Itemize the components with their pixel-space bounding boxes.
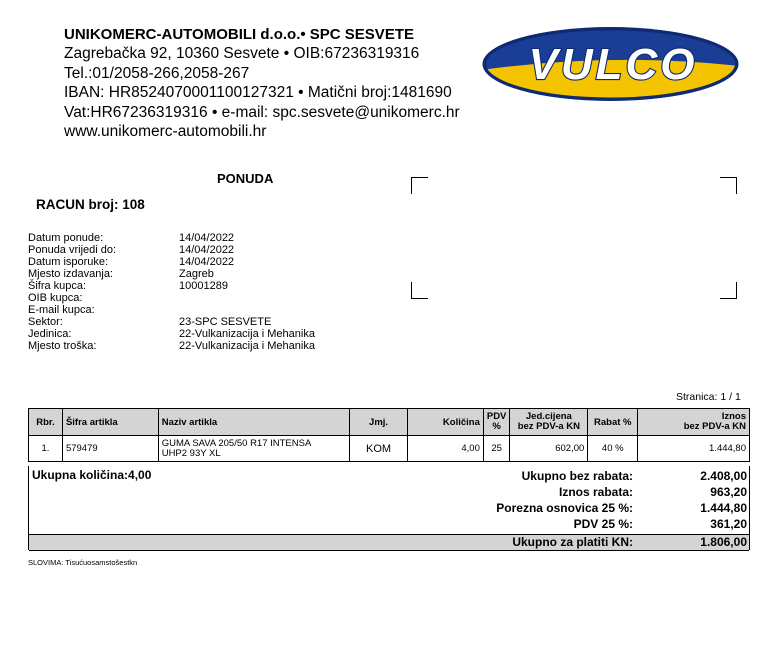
window-corner-top-left — [411, 177, 428, 194]
cell-naziv-line1: GUMA SAVA 205/50 R17 INTENSA — [161, 437, 312, 449]
window-corner-bottom-right — [720, 282, 737, 299]
totals-section — [28, 466, 750, 550]
grand-total-row — [29, 534, 749, 551]
detail-row — [28, 316, 379, 328]
total-quantity: Ukupna količina:4,00 — [32, 468, 152, 482]
detail-row — [28, 268, 379, 280]
offer-details — [28, 232, 379, 352]
detail-value: 14/04/2022 — [179, 232, 235, 244]
total-line — [29, 500, 749, 516]
header-iznos — [638, 409, 750, 436]
vulco-logo-text: VULCO — [528, 40, 698, 89]
header-jed-cijena — [510, 409, 588, 436]
cell-rabat: 40 % — [588, 436, 638, 462]
cell-jed-cijena: 602,00 — [510, 436, 588, 462]
grand-total-value: 1.806,00 — [700, 535, 747, 549]
detail-row — [28, 244, 379, 256]
detail-label: OIB kupca: — [28, 292, 83, 304]
cell-kolicina: 4,00 — [408, 436, 484, 462]
detail-row — [28, 304, 379, 316]
window-corner-bottom-left — [411, 282, 428, 299]
table-header-row — [29, 409, 750, 436]
invoice-label: broj: 108 — [88, 197, 145, 212]
detail-label: E-mail kupca: — [28, 304, 95, 316]
cell-naziv — [158, 436, 349, 462]
detail-row — [28, 280, 379, 292]
invoice-number — [36, 197, 145, 212]
detail-label: Ponuda vrijedi do: — [28, 244, 117, 256]
header-rbr: Rbr. — [29, 409, 63, 436]
cell-pdv: 25 — [483, 436, 510, 462]
header-pdv — [483, 409, 510, 436]
header-jed-line1: Jed.cijena — [525, 411, 572, 422]
document-title: PONUDA — [217, 171, 274, 186]
company-phone: Tel.:01/2058-266,2058-267 — [64, 64, 250, 82]
total-line-value: 1.444,80 — [700, 501, 747, 515]
total-line — [29, 516, 749, 532]
table-row — [29, 436, 750, 462]
company-header — [64, 26, 504, 142]
detail-label: Mjesto izdavanja: — [28, 268, 113, 280]
company-website: www.unikomerc-automobili.hr — [64, 123, 267, 140]
detail-value: 22-Vulkanizacija i Mehanika — [179, 328, 315, 340]
header-naziv: Naziv artikla — [158, 409, 349, 436]
total-line-value: 963,20 — [710, 485, 747, 499]
detail-row — [28, 232, 379, 244]
header-jed-line2: bez PDV-a KN — [517, 421, 580, 432]
detail-value — [179, 292, 379, 304]
page-number: Stranica: 1 / 1 — [676, 391, 741, 403]
total-line-label: Porezna osnovica 25 %: — [496, 501, 633, 515]
cell-sifra: 579479 — [62, 436, 158, 462]
detail-value: 22-Vulkanizacija i Mehanika — [179, 340, 315, 352]
detail-value: 14/04/2022 — [179, 244, 235, 256]
detail-label: Datum ponude: — [28, 232, 104, 244]
header-iznos-line1: Iznos — [721, 411, 746, 422]
header-pdv-line2: % — [492, 421, 501, 432]
detail-label: Mjesto troška: — [28, 340, 97, 352]
detail-label: Jedinica: — [28, 328, 72, 340]
items-table — [28, 408, 750, 462]
total-line-label: PDV 25 %: — [573, 517, 633, 531]
amount-in-words: SLOVIMA: Tisućuosamstošestkn — [28, 558, 138, 567]
total-line — [29, 484, 749, 500]
header-jmj: Jmj. — [350, 409, 408, 436]
header-kolicina: Količina — [408, 409, 484, 436]
total-line — [29, 468, 749, 484]
total-line-label: Ukupno bez rabata: — [521, 469, 633, 483]
cell-naziv-line2: UHP2 93Y XL — [161, 447, 221, 459]
detail-value: 10001289 — [179, 280, 228, 292]
company-address: Zagrebačka 92, 10360 Sesvete • OIB:67236319316 — [64, 45, 420, 62]
total-line-value: 2.408,00 — [700, 469, 747, 483]
detail-value: 23-SPC SESVETE — [179, 316, 272, 328]
detail-label: Šifra kupca: — [28, 280, 87, 292]
cell-iznos: 1.444,80 — [638, 436, 750, 462]
cell-jmj: KOM — [350, 436, 408, 462]
header-iznos-line2: bez PDV-a KN — [683, 421, 746, 432]
detail-row — [28, 328, 379, 340]
detail-label: Datum isporuke: — [28, 256, 109, 268]
detail-value: 14/04/2022 — [179, 256, 235, 268]
total-line-label: Iznos rabata: — [558, 485, 633, 499]
company-vat-email: Vat:HR67236319316 • e-mail: spc.sesvete@unikomerc.hr — [64, 103, 460, 121]
total-line-value: 361,20 — [710, 517, 747, 531]
cell-rbr: 1. — [29, 436, 63, 462]
header-sifra: Šifra artikla — [62, 409, 158, 436]
grand-total-label: Ukupno za platiti KN: — [512, 535, 633, 549]
detail-label: Sektor: — [28, 316, 63, 328]
detail-row — [28, 340, 379, 352]
header-rabat: Rabat % — [588, 409, 638, 436]
header-pdv-line1: PDV — [486, 411, 507, 422]
company-name: UNIKOMERC-AUTOMOBILI d.o.o.• SPC SESVETE — [64, 26, 414, 43]
invoice-prefix: RACUN — [36, 197, 85, 212]
vulco-logo — [481, 26, 740, 102]
detail-value — [179, 304, 379, 316]
detail-value: Zagreb — [179, 268, 214, 280]
company-iban: IBAN: HR8524070001100127321 • Matični broj:1481690 — [64, 84, 452, 101]
window-corner-top-right — [720, 177, 737, 194]
detail-row — [28, 292, 379, 304]
detail-row — [28, 256, 379, 268]
